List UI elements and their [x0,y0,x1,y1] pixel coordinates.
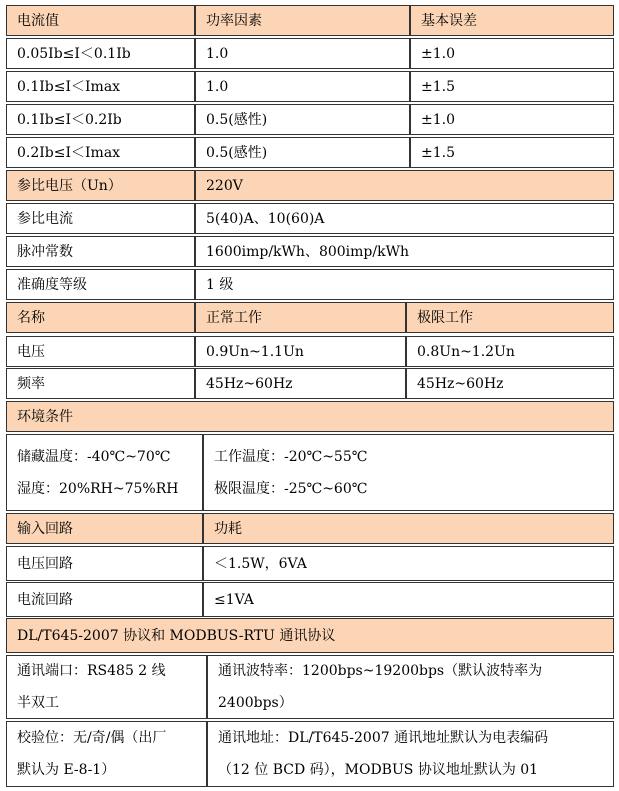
address-line-1: 通讯地址：DL/T645-2007 通讯地址默认为电表编码 [218,730,549,746]
cell-current-range: 0.2Ib≤I＜Imax [6,137,195,168]
baud-line-1: 通讯波特率：1200bps~19200bps（默认波特率为 [218,663,543,679]
humidity: 湿度：20%RH~75%RH [17,480,179,497]
cell-power-factor: 1.0 [195,38,410,69]
header-power-factor: 功率因素 [195,5,410,36]
header-normal-operation: 正常工作 [195,302,406,333]
cell-current-range: 0.1Ib≤I＜0.2Ib [6,104,195,135]
cell-basic-error: ±1.0 [410,104,614,135]
address-line-2: （12 位 BCD 码），MODBUS 协议地址默认为 01 [218,762,539,778]
cell-communication-port [6,655,207,719]
value-accuracy-class: 1 级 [195,269,614,300]
working-temperature: 工作温度：-20℃~55℃ [214,448,368,465]
value-voltage-limit: 0.8Un~1.2Un [406,336,614,367]
label-frequency: 频率 [6,368,195,399]
cell-power-factor: 0.5(感性) [195,104,410,135]
cell-parity [6,721,207,787]
cell-basic-error: ±1.5 [410,71,614,102]
cell-storage-humidity [6,434,203,511]
label-voltage: 电压 [6,336,195,367]
cell-basic-error: ±1.0 [410,38,614,69]
value-frequency-normal: 45Hz~60Hz [195,368,406,399]
baud-line-2: 2400bps） [218,695,293,711]
port-line-1: 通讯端口：RS485 2 线 [17,663,166,679]
header-environment: 环境条件 [6,401,614,432]
label-current-circuit: 电流回路 [6,582,203,617]
value-pulse-constant: 1600imp/kWh、800imp/kWh [195,236,614,267]
value-reference-voltage: 220V [195,170,614,201]
value-current-circuit: ≤1VA [203,582,614,617]
header-power-consumption: 功耗 [203,513,614,544]
cell-current-range: 0.1Ib≤I＜Imax [6,71,195,102]
storage-temperature: 储藏温度：-40℃~70℃ [17,448,171,465]
limit-temperature: 极限温度：-25℃~60℃ [214,480,368,497]
value-reference-current: 5(40)A、10(60)A [195,203,614,234]
header-current-value: 电流值 [6,5,195,36]
parity-line-1: 校验位：无/奇/偶（出厂 [17,730,167,746]
label-reference-voltage: 参比电压（Un） [6,170,195,201]
cell-working-temperature [203,434,614,511]
header-limit-operation: 极限工作 [406,302,614,333]
parity-line-2: 默认为 E-8-1） [17,762,116,778]
header-basic-error: 基本误差 [410,5,614,36]
value-voltage-circuit: ＜1.5W，6VA [203,546,614,581]
cell-current-range: 0.05Ib≤I＜0.1Ib [6,38,195,69]
value-frequency-limit: 45Hz~60Hz [406,368,614,399]
port-line-2: 半双工 [17,695,59,711]
label-accuracy-class: 准确度等级 [6,269,195,300]
value-voltage-normal: 0.9Un~1.1Un [195,336,406,367]
cell-baud-rate [207,655,614,719]
header-name: 名称 [6,302,195,333]
cell-basic-error: ±1.5 [410,137,614,168]
header-communication-protocol: DL/T645-2007 协议和 MODBUS-RTU 通讯协议 [6,618,614,653]
cell-power-factor: 0.5(感性) [195,137,410,168]
cell-communication-address [207,721,614,787]
cell-power-factor: 1.0 [195,71,410,102]
label-reference-current: 参比电流 [6,203,195,234]
label-voltage-circuit: 电压回路 [6,546,203,581]
header-input-circuit: 输入回路 [6,513,203,544]
label-pulse-constant: 脉冲常数 [6,236,195,267]
